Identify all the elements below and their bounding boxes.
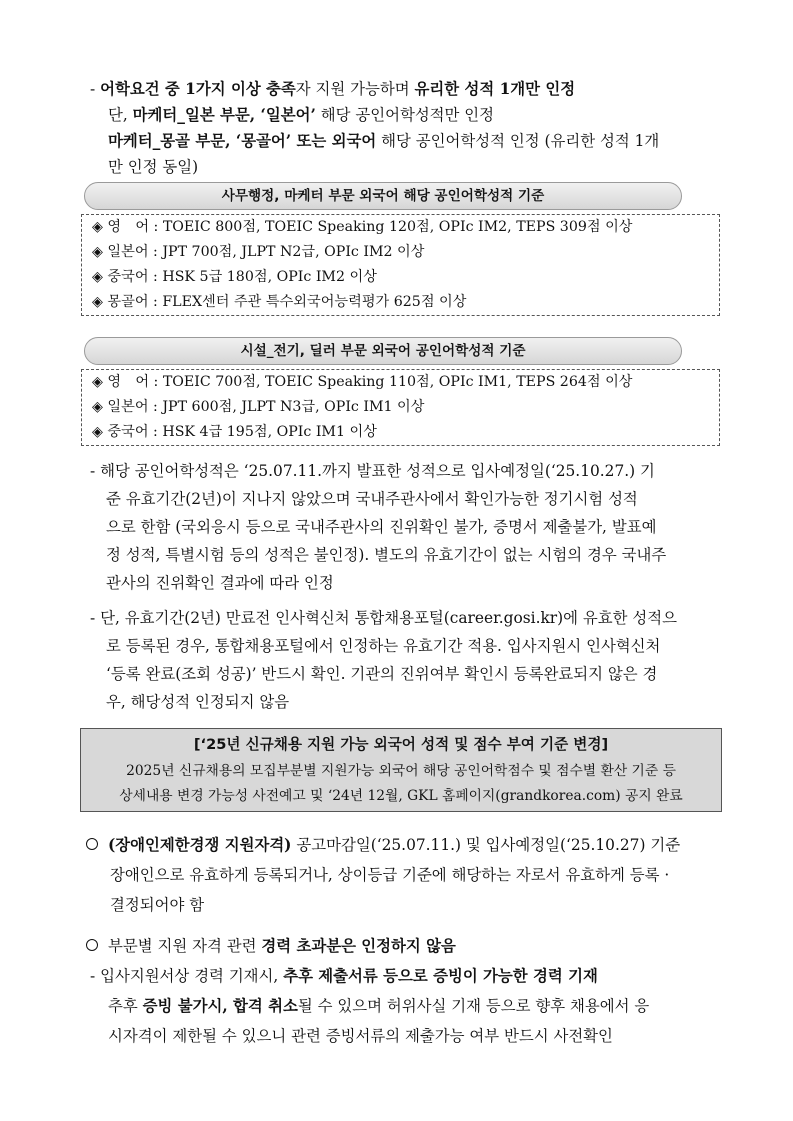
requirement-line-2: 단, 마케터_일본 부문, ‘일본어’ 해당 공인어학성적만 인정 [108, 106, 495, 124]
section2-row-chinese: ◈ 중국어 : HSK 4급 195점, OPIc IM1 이상 [92, 424, 377, 440]
disability-line-3: 결정되어야 함 [110, 896, 205, 914]
section2-row-japanese: ◈ 일본어 : JPT 600점, JLPT N3급, OPIc IM1 이상 [92, 399, 425, 415]
career-paragraph [86, 931, 649, 1051]
notice-title: [‘25년 신규채용 지원 가능 외국어 성적 및 점수 부여 기준 변경] [193, 736, 609, 753]
section1-row-mongolian: ◈ 몽골어 : FLEX센터 주관 특수외국어능력평가 625점 이상 [92, 294, 467, 310]
circle-bullet-icon [86, 838, 98, 850]
validity-line: 준 유효기간(2년)이 지나지 않았으며 국내주관사에서 확인가능한 정기시험 성적 [106, 490, 638, 508]
section1-criteria-box [81, 214, 720, 316]
section1-row-english: ◈ 영 어 : TOEIC 800점, TOEIC Speaking 120점, OPIc IM2, TEPS 309점 이상 [92, 219, 633, 235]
section1-title-pill: 사무행정, 마케터 부문 외국어 해당 공인어학성적 기준 [84, 182, 682, 210]
disability-paragraph [86, 830, 680, 920]
career-line-1: 부문별 지원 자격 관련 경력 초과분은 인정하지 않음 [86, 931, 649, 961]
disability-line-1: (장애인제한경쟁 지원자격) 공고마감일(‘25.07.11.) 및 입사예정일(‘25.10.27) 기준 [86, 830, 680, 860]
section2-title-pill: 시설_전기, 딜러 부문 외국어 공인어학성적 기준 [84, 337, 682, 365]
validity-paragraph [90, 457, 666, 597]
language-requirement-paragraph [90, 76, 659, 180]
requirement-line-1: - 어학요건 중 1가지 이상 충족자 지원 가능하며 유리한 성적 1개만 인정 [90, 80, 576, 98]
disability-line-2: 장애인으로 유효하게 등록되거나, 상이등급 기준에 해당하는 자로서 유효하게 등록 · [110, 866, 670, 884]
portal-line: 우, 해당성적 인정되지 않음 [106, 693, 290, 711]
circle-bullet-icon [86, 939, 98, 951]
career-line-3: 추후 증빙 불가시, 합격 취소될 수 있으며 허위사실 기재 등으로 향후 채용에서 응 [108, 997, 650, 1015]
portal-line: - 단, 유효기간(2년) 만료전 인사혁신처 통합채용포털(career.gosi.kr)에 유효한 성적으 [90, 609, 678, 627]
section1-row-japanese: ◈ 일본어 : JPT 700점, JLPT N2급, OPIc IM2 이상 [92, 244, 425, 260]
portal-line: ‘등록 완료(조회 성공)’ 반드시 확인. 기관의 진위여부 확인시 등록완료되지 않은 경 [106, 665, 658, 683]
requirement-line-3: 마케터_몽골 부문, ‘몽골어’ 또는 외국어 해당 공인어학성적 인정 (유리한 성적 1개 [108, 132, 660, 150]
notice-line-1: 2025년 신규채용의 모집부분별 지원가능 외국어 해당 공인어학점수 및 점수별 환산 기준 등 [126, 763, 676, 779]
validity-line: 으로 한함 (국외응시 등으로 국내주관사의 진위확인 불가, 증명서 제출불가, 발표예 [106, 518, 657, 536]
section2-criteria-box [81, 369, 720, 446]
section2-row-english: ◈ 영 어 : TOEIC 700점, TOEIC Speaking 110점, OPIc IM1, TEPS 264점 이상 [92, 374, 633, 390]
validity-line: 관사의 진위확인 결과에 따라 인정 [106, 574, 334, 592]
career-line-2: - 입사지원서상 경력 기재시, 추후 제출서류 등으로 증빙이 가능한 경력 기재 [90, 967, 598, 985]
validity-line: - 해당 공인어학성적은 ‘25.07.11.까지 발표한 성적으로 입사예정일(‘25.10.27.) 기 [90, 462, 655, 480]
career-line-4: 시자격이 제한될 수 있으니 관련 증빙서류의 제출가능 여부 반드시 사전확인 [108, 1027, 613, 1045]
validity-line: 정 성적, 특별시험 등의 성적은 불인정). 별도의 유효기간이 없는 시험의 경우 국내주 [106, 546, 667, 564]
portal-line: 로 등록된 경우, 통합채용포털에서 인정하는 유효기간 적용. 입사지원시 인사혁신처 [106, 637, 661, 655]
section1-row-chinese: ◈ 중국어 : HSK 5급 180점, OPIc IM2 이상 [92, 269, 377, 285]
notice-box [80, 728, 722, 812]
notice-line-2: 상세내용 변경 가능성 사전예고 및 ‘24년 12월, GKL 홈페이지(grandkorea.com) 공지 완료 [119, 788, 683, 804]
requirement-line-4: 만 인정 동일) [108, 158, 199, 176]
portal-paragraph [90, 604, 677, 716]
